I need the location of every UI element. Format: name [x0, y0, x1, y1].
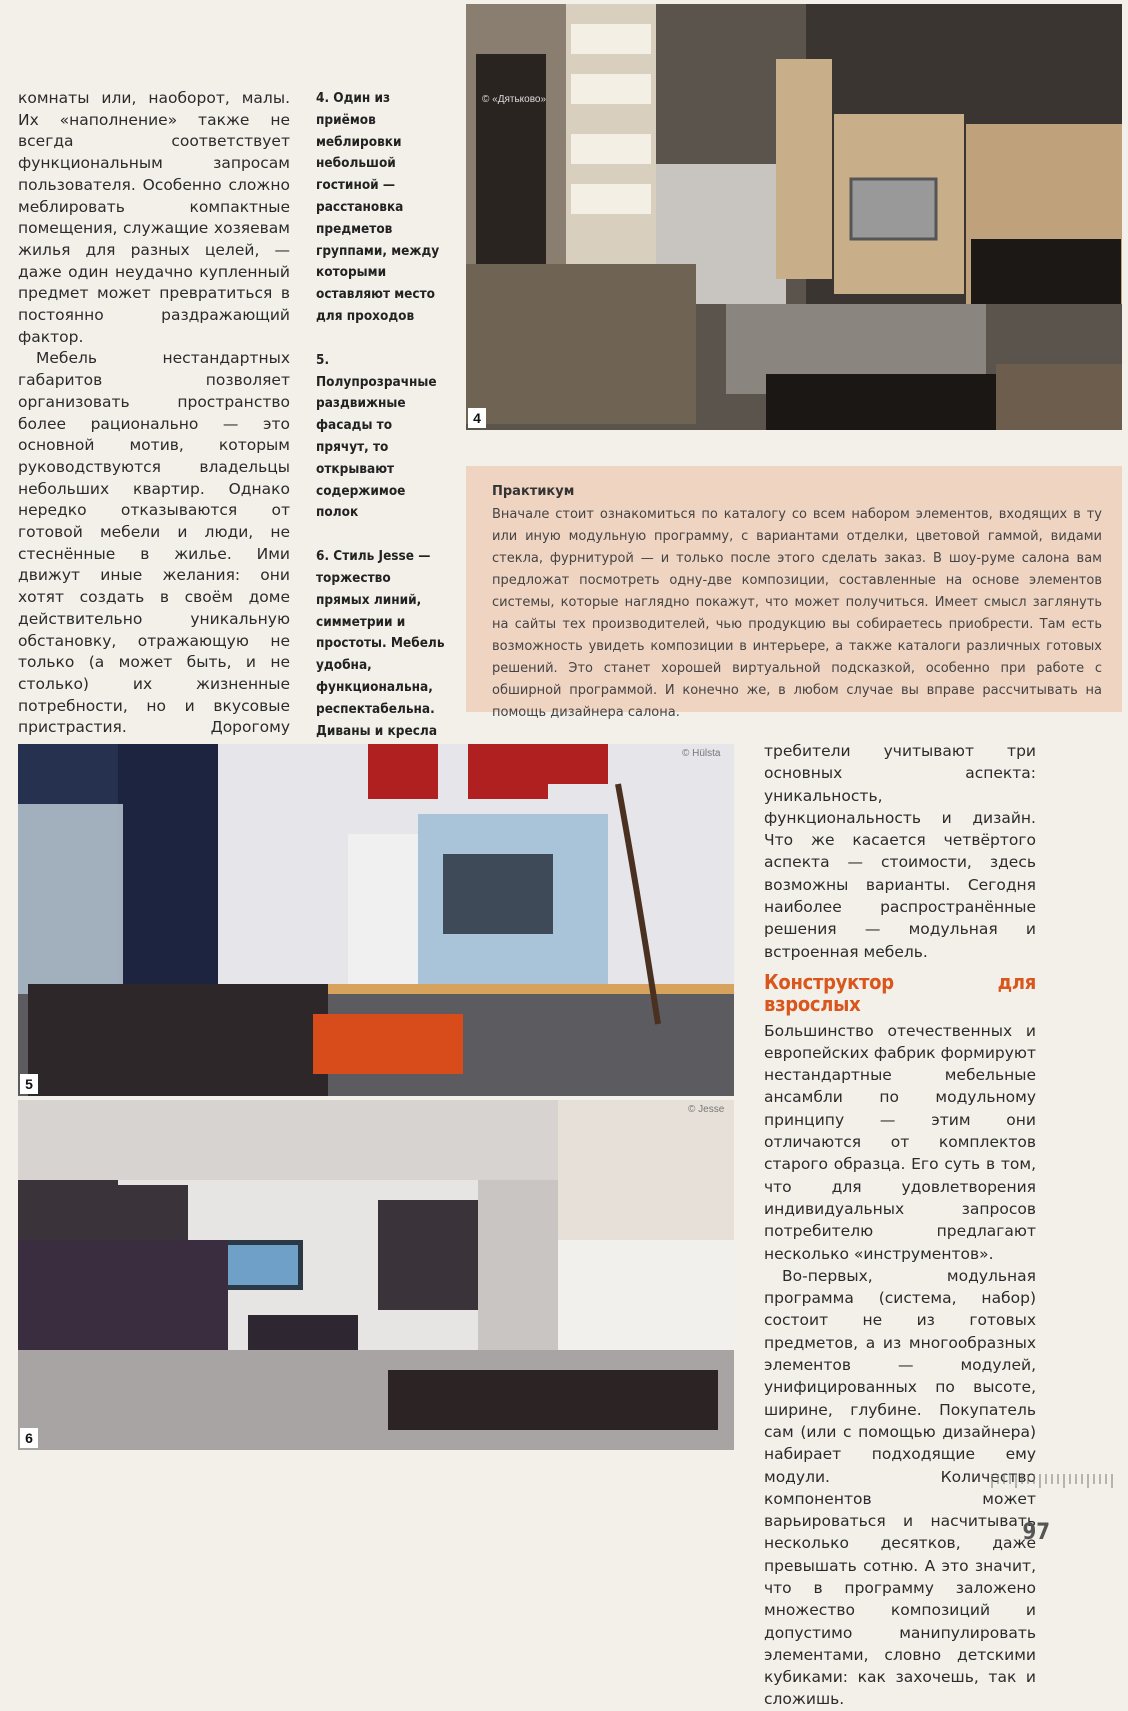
caption-5: 5. Полупрозрачные раздвижные фасады то прячут, то открывают содержимое полок	[316, 351, 437, 521]
photo-5-credit: © Hülsta	[682, 748, 721, 759]
photo-6-living-room	[18, 1100, 734, 1450]
photo-6-credit: © Jesse	[688, 1104, 725, 1115]
right-intro: требители учитывают три основных аспекта: уникальность, функциональность и дизайн. Что же касается четвёртого аспекта — стоимости, здесь возможны варианты. Сегодня наиболее распространённые решения — модульная и встроенная мебель.	[764, 742, 1036, 961]
photo-4-credit: © «Дятьково»	[482, 94, 547, 105]
photo-5-illustration	[18, 744, 734, 1096]
photo-6-number: 6	[20, 1428, 38, 1448]
photo-4-illustration	[466, 4, 1122, 430]
photo-5-living-room	[18, 744, 734, 1096]
page-number: 97	[1022, 1520, 1050, 1545]
right-column-text	[764, 740, 1036, 1711]
right-paragraph-1: Большинство отечественных и европейских фабрик формируют нестандартные мебельные ансамбли по модульному принципу — этим они отличаются от комплектов старого образца. Его суть в том, что для удовлетворения индивидуальных запросов потребителю предлагают несколько «инструментов».	[764, 1021, 1036, 1263]
photo-5-number: 5	[20, 1074, 38, 1094]
practicum-box	[466, 466, 1122, 720]
section-heading: Конструктор для взрослых	[764, 969, 1036, 1017]
photo-captions	[316, 88, 446, 852]
caption-4: 4. Один из приёмов меблировки небольшой гостиной — расстановка предметов группами, между которыми оставляют место для проходов	[316, 90, 440, 324]
practicum-text: Вначале стоит ознакомиться по каталогу со всем набором элементов, входящих в ту или иную модульную программу, с вариантами отделки, цветовой гаммой, видами стекла, фурнитурой — и только после этого сделать заказ. В шоу-руме салона вам предложат посмотреть одну-две композиции, составленные на основе элементов системы, которые наглядно покажут, что может получиться. Имеет смысл заглянуть на сайты тех производителей, чью продукцию вы собираетесь приобрести. Там есть возможность увидеть композиции в интерьере, а также каталоги различных готовых решений. Это станет хорошей виртуальной подсказкой, особенно при работе с обширной программой. И конечно же, в любом случае вы вправе рассчитывать на помощь дизайнера салона.	[492, 507, 1102, 720]
photo-6-illustration	[18, 1100, 734, 1450]
left-paragraph-1: комнаты или, наоборот, малы. Их «наполнение» также не всегда соответствует функциональным запросам пользователя. Особенно сложно меблировать компактные помещения, служащие хозяевам жилья для разных целей, — даже один неудачно купленный предмет может превратиться в постоянно раздражающий фактор.	[18, 89, 290, 346]
ruler-decoration	[990, 1474, 1120, 1500]
photo-4-number: 4	[468, 408, 486, 428]
practicum-title: Практикум	[492, 484, 575, 499]
left-paragraph-2: Мебель нестандартных габаритов позволяет организовать пространство более рационально — это основной мотив, которым руководствуются владельцы небольших квартир. Однако нередко отказываются от готовой мебели и люди, не стеснённые в жилье. Ими движут иные желания: они хотят создать в своём доме действительно уникальную обстановку, отражающую не только (а может быть, и не столько) их жизненные потребности, но и вкусовые пристрастия. Дорогому	[18, 349, 290, 737]
right-paragraph-2: Во-первых, модульная программа (система, набор) состоит не из готовых предметов, а из многообразных элементов — модулей, унифицированных по высоте, ширине, глубине. Покупатель сам (или с помощью дизайнера) набирает подходящие ему модули. Количество компонентов может варьироваться и насчитывать несколько десятков, даже превышать сотню. А это значит, что в программу заложено множество композиций и допустимо манипулировать элементами, словно детскими кубиками: как захочешь, так и сложишь.	[764, 1266, 1036, 1709]
photo-4-living-room	[466, 4, 1122, 430]
ruler-ticks	[990, 1474, 1120, 1500]
caption-6: 6. Стиль Jesse — торжество прямых линий, симметрии и простоты. Мебель удобна, функциональна, респектабельна. Диваны и кресла	[316, 548, 445, 739]
